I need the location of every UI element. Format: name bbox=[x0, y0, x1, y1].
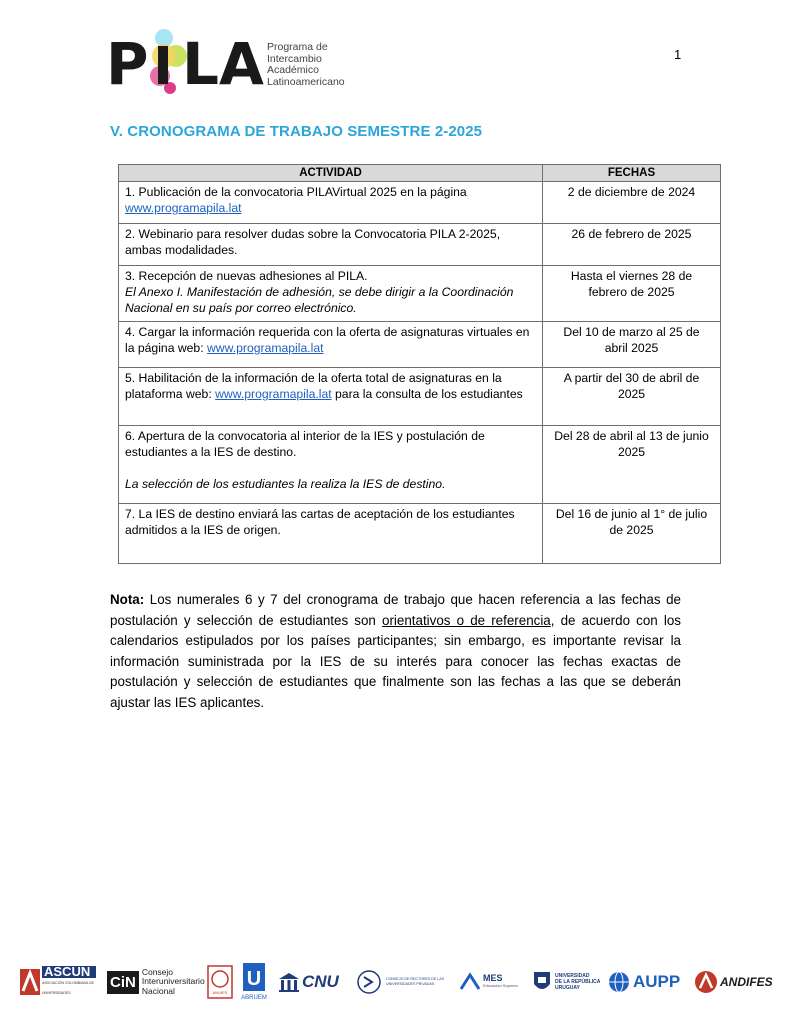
note-paragraph: Nota: Los numerales 6 y 7 del cronograma de trabajo que hacen referencia a las fechas de postulación y selección de estudiantes son orientativos o de referencia, de acuerdo con los calendarios estipulados por los países participantes; sin embargo, es importante revisar la información suministrada por la IES de su interés para conocer las fechas exactas de postulación y selección de estudiantes que finalmente son las fechas a las que se deberán ajustar las IES aplicantes. bbox=[110, 592, 681, 710]
abruem-logo bbox=[240, 962, 270, 1002]
cnu-building-icon bbox=[278, 971, 300, 993]
programapila-link[interactable]: www.programapila.lat bbox=[125, 201, 242, 215]
table-row bbox=[119, 368, 721, 426]
anuies-logo bbox=[207, 962, 235, 1002]
note-label: Nota: bbox=[110, 592, 145, 607]
logo-tagline: Programa de Intercambio Académico Latinoamericano bbox=[267, 41, 345, 88]
column-header-dates: FECHAS bbox=[543, 165, 721, 182]
programapila-link[interactable]: www.programapila.lat bbox=[215, 387, 332, 401]
abruem-mark-icon bbox=[240, 963, 268, 1001]
svg-text:ANUIES: ANUIES bbox=[212, 990, 228, 995]
udelar-shield-icon bbox=[532, 970, 552, 994]
schedule-table bbox=[118, 164, 721, 564]
svg-text:U: U bbox=[246, 968, 262, 990]
mes-mark-icon bbox=[459, 971, 481, 993]
crue-seal-icon bbox=[356, 969, 382, 995]
aupp-logo: AUPP bbox=[608, 962, 688, 1002]
table-header-row bbox=[119, 165, 721, 182]
activity-note: El Anexo I. Manifestación de adhesión, se debe dirigir a la Coordinación Nacional en su país por correo electrónico. bbox=[125, 285, 514, 315]
table-row bbox=[119, 224, 721, 266]
section-title: V. CRONOGRAMA DE TRABAJO SEMESTRE 2-2025 bbox=[110, 123, 483, 140]
activity-cell: 7. La IES de destino enviará las cartas de aceptación de los estudiantes admitidos a la IES de origen. bbox=[119, 504, 543, 564]
pila-logo-mark bbox=[106, 26, 266, 96]
cnu-logo: CNU bbox=[278, 962, 353, 1002]
date-cell: 2 de diciembre de 2024 bbox=[543, 182, 721, 224]
activity-note: La selección de los estudiantes la realiza la IES de destino. bbox=[125, 477, 446, 491]
cin-logo: CiN Consejo Interuniversitario Nacional bbox=[107, 962, 202, 1002]
crue-logo: CONSEJO DE RECTORES DE LAS UNIVERSIDADES PRIVADAS bbox=[356, 962, 451, 1002]
ascun-logo: ASCUN ASOCIACIÓN COLOMBIANA DE UNIVERSIDADES bbox=[20, 962, 98, 1002]
activity-cell: 1. Publicación de la convocatoria PILAVirtual 2025 en la página www.programapila.lat bbox=[119, 182, 543, 224]
programapila-link[interactable]: www.programapila.lat bbox=[207, 341, 324, 355]
table-row bbox=[119, 182, 721, 224]
mes-logo: MES Educación Superior bbox=[459, 962, 524, 1002]
andifes-mark-icon bbox=[694, 970, 718, 994]
globe-icon bbox=[608, 971, 630, 993]
underlined-phrase: orientativos o de referencia bbox=[382, 612, 551, 628]
svg-text:P: P bbox=[106, 30, 149, 96]
activity-cell: 5. Habilitación de la información de la oferta total de asignaturas en la plataforma web: www.programapila.lat para la consulta de los estudiantes bbox=[119, 368, 543, 426]
table-row bbox=[119, 504, 721, 564]
date-cell: A partir del 30 de abril de 2025 bbox=[543, 368, 721, 426]
activity-cell: 2. Webinario para resolver dudas sobre la Convocatoria PILA 2-2025, ambas modalidades. bbox=[119, 224, 543, 266]
date-cell: Del 16 de junio al 1° de julio de 2025 bbox=[543, 504, 721, 564]
table-row bbox=[119, 426, 721, 504]
anuies-seal-icon bbox=[207, 965, 233, 999]
ascun-mark-icon bbox=[20, 967, 40, 997]
pila-logo bbox=[106, 26, 366, 96]
udelar-logo: UNIVERSIDAD DE LA REPÚBLICA URUGUAY bbox=[532, 962, 604, 1002]
andifes-logo: ANDIFES bbox=[694, 962, 776, 1002]
svg-text:LA: LA bbox=[182, 30, 264, 96]
partner-logos-footer bbox=[0, 962, 791, 1012]
date-cell: Del 10 de marzo al 25 de abril 2025 bbox=[543, 322, 721, 368]
table-row bbox=[119, 322, 721, 368]
activity-cell: 4. Cargar la información requerida con la oferta de asignaturas virtuales en la página web: www.programapila.lat bbox=[119, 322, 543, 368]
column-header-activity: ACTIVIDAD bbox=[119, 165, 543, 182]
activity-cell: 6. Apertura de la convocatoria al interior de la IES y postulación de estudiantes a la IES de destino. La selección de los estudiantes la realiza la IES de destino. bbox=[119, 426, 543, 504]
date-cell: Del 28 de abril al 13 de junio 2025 bbox=[543, 426, 721, 504]
activity-cell: 3. Recepción de nuevas adhesiones al PILA. El Anexo I. Manifestación de adhesión, se debe dirigir a la Coordinación Nacional en su país por correo electrónico. bbox=[119, 266, 543, 322]
date-cell: 26 de febrero de 2025 bbox=[543, 224, 721, 266]
page-number: 1 bbox=[674, 47, 682, 62]
svg-text:ABRUEM: ABRUEM bbox=[241, 995, 267, 1001]
table-row bbox=[119, 266, 721, 322]
date-cell: Hasta el viernes 28 de febrero de 2025 bbox=[543, 266, 721, 322]
